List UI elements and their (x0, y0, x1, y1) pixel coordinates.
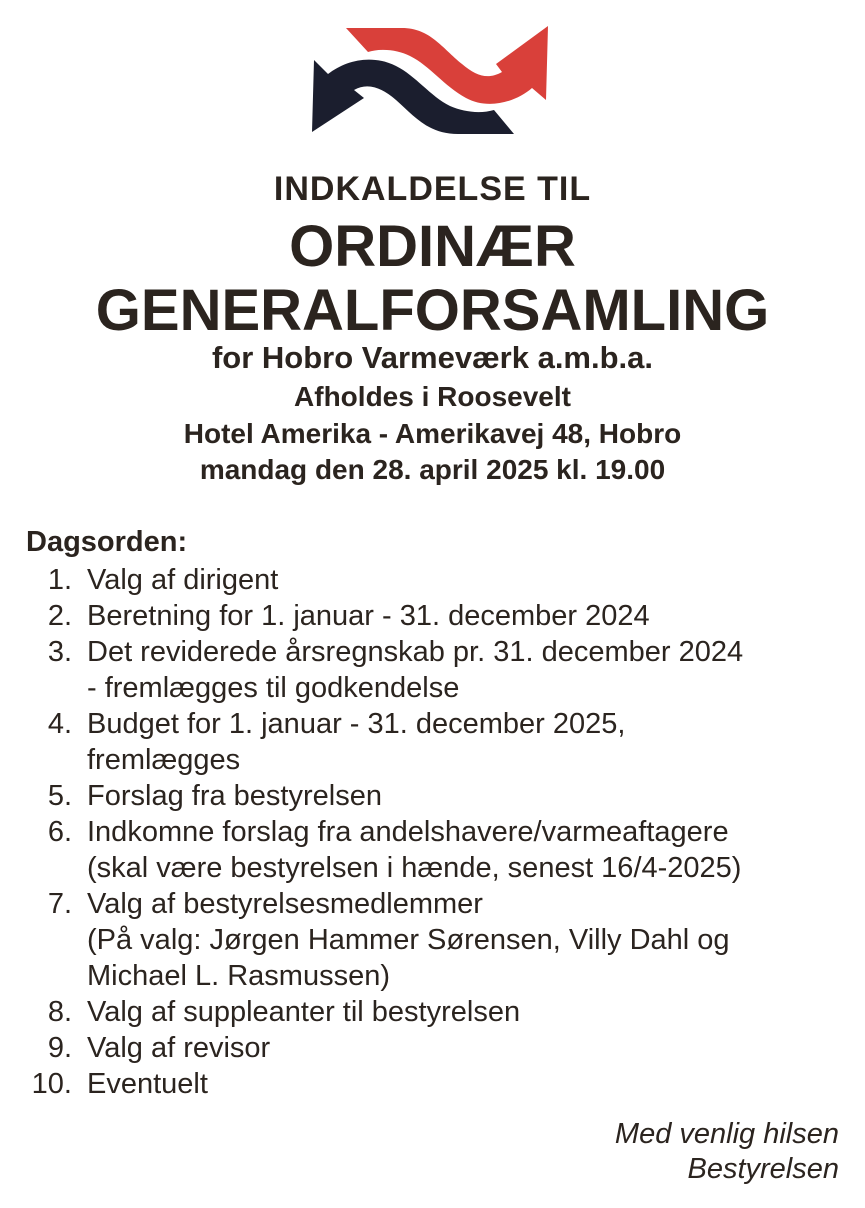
agenda-item-text: Valg af revisor (87, 1032, 271, 1064)
agenda-item-number: 8. (47, 996, 72, 1028)
agenda-item-number: 1. (47, 564, 72, 596)
meeting-datetime: mandag den 28. april 2025 kl. 19.00 (199, 454, 666, 485)
main-title-line1: ORDINÆR (289, 214, 576, 279)
agenda-item-text: Valg af suppleanter til bestyrelsen (87, 996, 521, 1028)
agenda-item (0, 886, 865, 994)
agenda-item-text: fremlægges (87, 744, 241, 776)
venue-line1: Afholdes i Roosevelt (294, 381, 571, 412)
agenda-item-number: 6. (47, 816, 72, 848)
agenda-item-text: Valg af bestyrelsesmedlemmer (87, 888, 483, 920)
signature-greeting: Med venlig hilsen (614, 1118, 839, 1150)
agenda-item (0, 634, 865, 706)
hobro-varmevaerk-logo (310, 24, 550, 136)
agenda-item-number: 10. (31, 1068, 72, 1100)
venue-line2: Hotel Amerika - Amerikavej 48, Hobro (183, 418, 682, 449)
agenda-item (0, 562, 865, 598)
agenda-item-number: 2. (47, 600, 72, 632)
agenda-item-text: Indkomne forslag fra andelshavere/varmeaftagere (87, 816, 729, 848)
agenda-item-number: 7. (47, 888, 72, 920)
agenda-item-text: Budget for 1. januar - 31. december 2025, (87, 708, 626, 740)
agenda-item (0, 1066, 865, 1102)
main-title-line2: GENERALFORSAMLING (95, 278, 770, 343)
agenda-item (0, 994, 865, 1030)
intro-heading: INDKALDELSE TIL (273, 170, 592, 208)
agenda-item-text: (På valg: Jørgen Hammer Sørensen, Villy Dahl og (87, 924, 730, 956)
agenda-item (0, 706, 865, 778)
agenda-item-number: 4. (47, 708, 72, 740)
agenda-item-text: Beretning for 1. januar - 31. december 2024 (87, 600, 650, 632)
agenda-list (0, 562, 865, 1102)
agenda-item-number: 3. (47, 636, 72, 668)
agenda-item-number: 5. (47, 780, 72, 812)
agenda-item (0, 598, 865, 634)
organization-name: for Hobro Varmeværk a.m.b.a. (211, 340, 654, 375)
signature-signer: Bestyrelsen (687, 1153, 839, 1185)
agenda-title: Dagsorden: (26, 526, 188, 558)
agenda-item-text: - fremlægges til godkendelse (87, 672, 460, 704)
agenda-item-text: Forslag fra bestyrelsen (87, 780, 382, 812)
agenda-item-text: Valg af dirigent (87, 564, 279, 596)
agenda-item (0, 778, 865, 814)
agenda-item-text: Eventuelt (87, 1068, 208, 1100)
agenda-item-text: Det reviderede årsregnskab pr. 31. december 2024 (87, 636, 744, 668)
agenda-item-number: 9. (47, 1032, 72, 1064)
agenda-item (0, 1030, 865, 1066)
agenda-item (0, 814, 865, 886)
agenda-item-text: Michael L. Rasmussen) (87, 960, 390, 992)
agenda-item-text: (skal være bestyrelsen i hænde, senest 16/4-2025) (87, 852, 742, 884)
